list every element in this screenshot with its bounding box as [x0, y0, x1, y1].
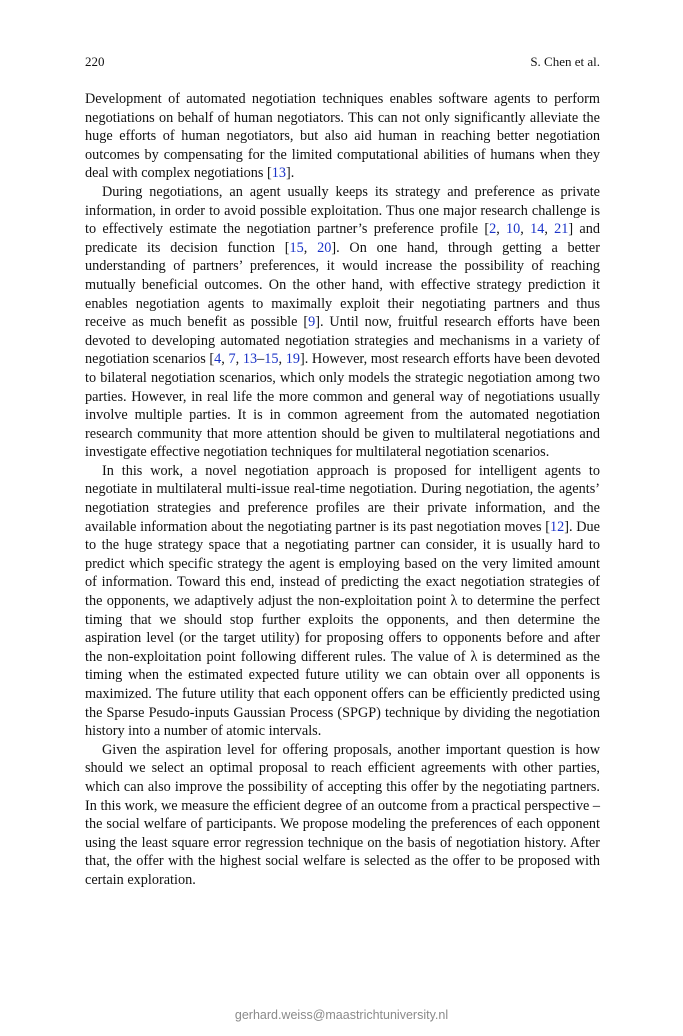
body-text	[85, 90, 600, 890]
paragraph-text: ] and predicate its decision function [	[85, 221, 601, 256]
citation-link[interactable]: 7	[228, 351, 236, 368]
running-head-authors: S. Chen et al.	[530, 54, 600, 69]
paragraph-text: ]. Due to the huge strategy space that a negotiating partner can consider, it is usually hard to predict which specific strategy the agent is employing based on the very limited amount of information. Toward this end, instead of predicting the exact negotiation strategies of the opponents, we adaptively adjust the non-exploitation point λ to determine the perfect timing that we should stop further exploits the opponents, and then determine the aspiration level (or the target utility) for proposing offers to opponents before and after the non-exploitation point following different rules. The value of λ is determined as the timing when the estimated expected future utility we can obtain over all opponents is maximized. The future utility that each opponent offers can be efficiently predicted using the Sparse Pesudo-inputs Gaussian Process (SPGP) technique by dividing the negotiation history into a number of atomic intervals.	[85, 518, 600, 740]
citation-link[interactable]: 12	[549, 518, 565, 535]
paragraph-text: In this work, a novel negotiation approach is proposed for intelligent agents to negotiate in multilateral multi-issue real-time negotiation. During negotiation, the agents’ negotiation strategies and preference profiles are their private information, and the available information about the negotiating partner is its past negotiation moves [	[85, 462, 600, 535]
citation-link[interactable]: 15	[264, 351, 279, 368]
paragraph-text: ]. However, most research efforts have been devoted to bilateral negotiation scenarios, which only models the strategic negotiation among two parties. However, in real life the more common and general way of negotiations usually involve multiple parties. It is in common agreement from the automated negotiation research community that more attention should be given to multilateral negotiations and investigate effective negotiation techniques for multilateral negotiation scenarios.	[85, 351, 601, 461]
citation-link[interactable]: 21	[554, 221, 569, 238]
citation-link[interactable]: 9	[308, 314, 316, 331]
paragraph-text: ,	[520, 221, 531, 238]
paragraph-text: ]. On one hand, through getting a better understanding of partners’ preferences, it would increase the possibility of reaching mutually beneficial outcomes. On the other hand, with effective strategy prediction it enables negotiation agents to maximally exploit their negotiating partners and thus receive as much benefit as possible [	[85, 239, 600, 331]
citation-link[interactable]: 14	[530, 221, 545, 238]
paragraph-text: ,	[303, 239, 318, 256]
citation-link[interactable]: 13	[242, 351, 258, 368]
paragraph	[85, 462, 600, 741]
paragraph	[85, 90, 600, 183]
paragraph-text: ,	[235, 351, 243, 368]
citation-link[interactable]: 15	[289, 239, 304, 256]
paragraph-text: ,	[278, 351, 286, 368]
citation-link[interactable]: 19	[285, 351, 300, 368]
paragraph-text: ,	[544, 221, 555, 238]
citation-link[interactable]: 10	[506, 221, 521, 238]
citation-link[interactable]: 13	[271, 165, 287, 182]
paragraph-text: ]. Until now, fruitful research efforts have been devoted to developing automated negotiation strategies and mechanisms in a variety of negotiation scenarios [	[85, 314, 600, 368]
paragraph-text: Given the aspiration level for offering proposals, another important question is how should we select an optimal proposal to reach efficient agreements with other parties, which can also improve the possibility of accepting this offer by the negotiating partners. In this work, we measure the efficient degree of an outcome from a practical perspective – the social welfare of participants. We propose modeling the preferences of each opponent using the least square error regression technique on the basis of negotiation history. After that, the offer with the highest social welfare is selected as the offer to be proposed with certain exploration.	[85, 741, 600, 888]
paragraph	[85, 741, 600, 890]
citation-link[interactable]: 2	[489, 221, 497, 238]
paragraph-text: ,	[221, 351, 229, 368]
paragraph-text: –	[257, 351, 265, 368]
page-number: 220	[85, 54, 105, 69]
citation-link[interactable]: 20	[317, 239, 332, 256]
paragraph-text: ,	[496, 221, 507, 238]
paragraph-text: During negotiations, an agent usually keeps its strategy and preference as private information, in order to avoid possible exploitation. Thus one major research challenge is to effectively estimate the negotiation partner’s preference profile [	[85, 183, 600, 238]
citation-link[interactable]: 4	[214, 351, 222, 368]
paragraph	[85, 183, 600, 462]
paragraph-text: ].	[286, 165, 295, 182]
paragraph-text: Development of automated negotiation techniques enables software agents to perform negotiations on behalf of human negotiators. This can not only significantly alleviate the huge efforts of human negotiators, but also aid human in reaching better negotiation outcomes by compensating for the limited computational abilities of humans when they deal with complex negotiations [	[85, 91, 600, 182]
watermark-email: gerhard.weiss@maastrichtuniversity.nl	[234, 1008, 449, 1022]
